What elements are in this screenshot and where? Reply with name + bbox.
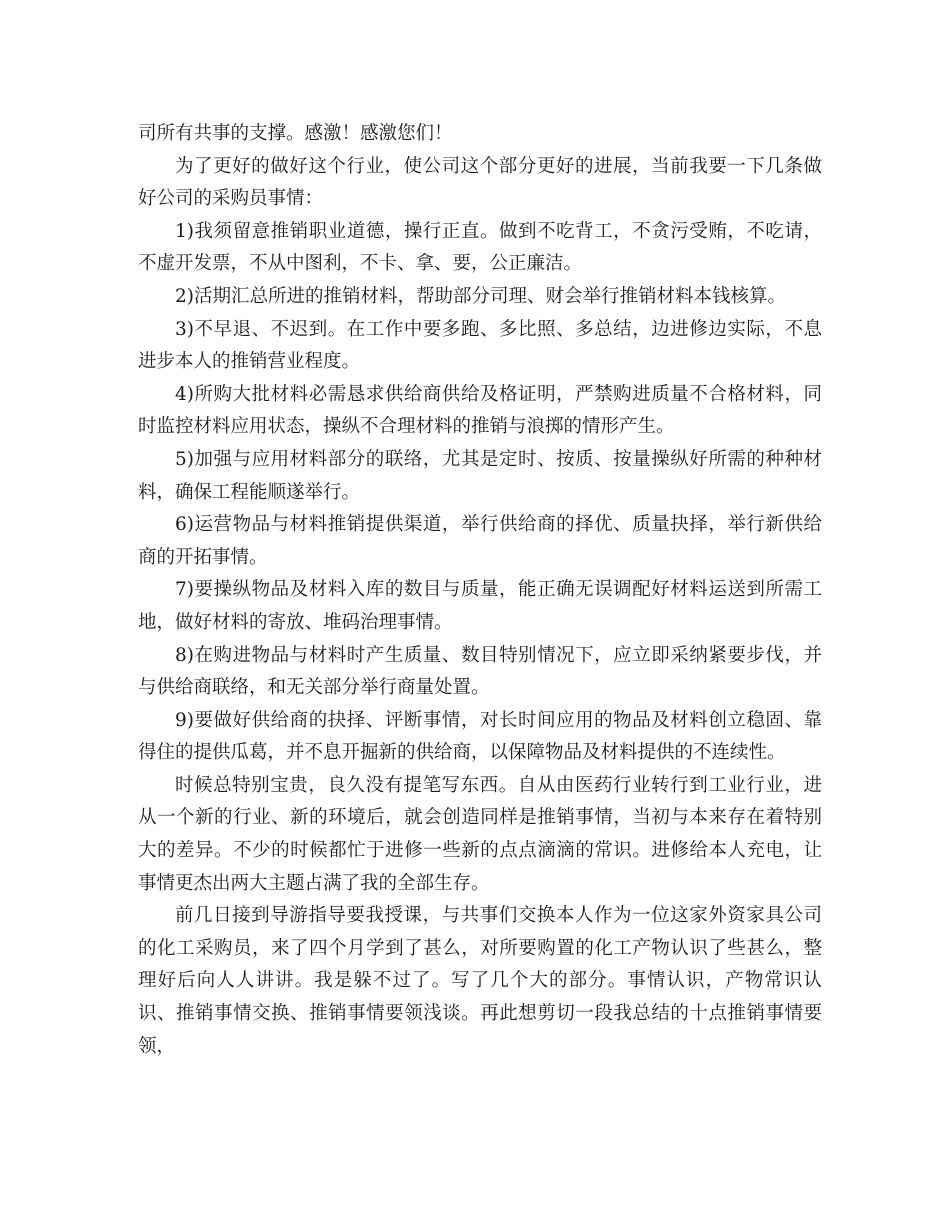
document-body bbox=[138, 118, 822, 1063]
paragraph-1: 司所有共事的支撑。感激！感激您们！ bbox=[138, 123, 453, 144]
paragraph-5: 3)不早退、不迟到。在工作中要多跑、多比照、多总结，边进修边实际，不息进步本人的推销营业程度。 bbox=[138, 318, 822, 373]
paragraph-2: 为了更好的做好这个行业，使公司这个部分更好的进展，当前我要一下几条做好公司的采购员事情： bbox=[138, 155, 822, 210]
paragraph-9: 7)要操纵物品及材料入库的数目与质量，能正确无误调配好材料运送到所需工地，做好材料的寄放、堆码治理事情。 bbox=[138, 579, 822, 633]
paragraph-3: 1)我须留意推销职业道德，操行正直。做到不吃背工，不贪污受贿，不吃请，不虚开发票，不从中图利，不卡、拿、要，公正廉洁。 bbox=[138, 220, 822, 275]
paragraph-6: 4)所购大批材料必需恳求供给商供给及格证明，严禁购进质量不合格材料，同时监控材料应用状态，操纵不合理材料的推销与浪掷的情形产生。 bbox=[138, 383, 822, 438]
paragraph-13: 前几日接到导游指导要我授课，与共事们交换本人作为一位这家外资家具公司的化工采购员，来了四个月学到了甚么，对所要购置的化工产物认识了些甚么，整理好后向人人讲讲。我是躲不过了。写了几个大的部分。事情认识，产物常识认识、推销事情交换、推销事情要领浅谈。再此想剪切一段我总结的十点推销事情要领， bbox=[138, 905, 822, 1057]
paragraph-11: 9)要做好供给商的抉择、评断事情，对长时间应用的物品及材料创立稳固、靠得住的提供瓜葛，并不息开掘新的供给商，以保障物品及材料提供的不连续性。 bbox=[138, 709, 822, 764]
paragraph-12: 时候总特别宝贵，良久没有提笔写东西。自从由医药行业转行到工业行业，进从一个新的行业、新的环境后，就会创造同样是推销事情，当初与本来存在着特别大的差异。不少的时候都忙于进修一些新的点点滴滴的常识。进修给本人充电，让事情更杰出两大主题占满了我的全部生存。 bbox=[138, 774, 822, 894]
paragraph-4: 2)活期汇总所进的推销材料，帮助部分司理、财会举行推销材料本钱核算。 bbox=[175, 285, 786, 307]
paragraph-10: 8)在购进物品与材料时产生质量、数目特别情况下，应立即采纳紧要步伐，并与供给商联络，和无关部分举行商量处置。 bbox=[138, 644, 822, 699]
paragraph-8: 6)运营物品与材料推销提供渠道，举行供给商的择优、质量抉择，举行新供给商的开拓事情。 bbox=[138, 514, 822, 568]
paragraph-7: 5)加强与应用材料部分的联络，尤其是定时、按质、按量操纵好所需的种种材料，确保工程能顺遂举行。 bbox=[138, 448, 822, 503]
